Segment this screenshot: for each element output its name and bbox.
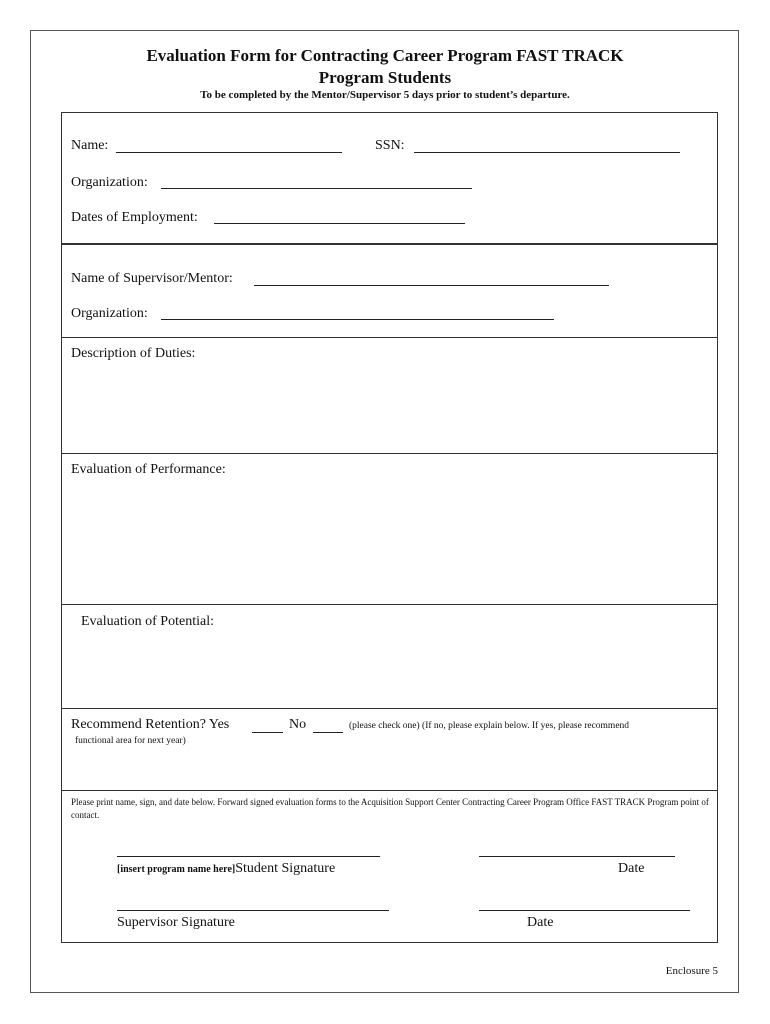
potential-label: Evaluation of Potential: (81, 614, 214, 629)
student-signature-line[interactable] (117, 856, 380, 857)
supervisor-date-line[interactable] (479, 910, 690, 911)
student-signature-caption (117, 861, 335, 877)
supervisor-signature-label: Supervisor Signature (117, 915, 235, 930)
dates-of-employment-label: Dates of Employment: (71, 210, 198, 225)
supervisor-section (61, 243, 718, 338)
performance-label: Evaluation of Performance: (71, 462, 226, 477)
signature-section (61, 790, 718, 943)
retention-note: (please check one) (If no, please explain below. If yes, please recommend (349, 721, 630, 731)
supervisor-name-field[interactable] (254, 285, 609, 286)
enclosure-label: Enclosure 5 (665, 965, 718, 977)
retention-no-field[interactable] (313, 732, 343, 733)
student-date-line[interactable] (479, 856, 675, 857)
retention-yes-field[interactable] (252, 732, 283, 733)
student-info-section (61, 112, 718, 244)
retention-section (61, 708, 718, 791)
retention-no-label: No (289, 717, 307, 732)
name-field[interactable] (116, 152, 342, 153)
ssn-label: SSN: (375, 138, 405, 153)
retention-question: Recommend Retention? Yes (71, 717, 230, 732)
supervisor-date-label: Date (527, 915, 554, 930)
student-date-label: Date (618, 861, 645, 876)
form-title-line1: Evaluation Form for Contracting Career Program FAST TRACK (146, 46, 624, 65)
dates-of-employment-field[interactable] (214, 223, 465, 224)
duties-label: Description of Duties: (71, 346, 196, 361)
program-name-placeholder: [insert program name here] (117, 864, 236, 875)
supervisor-organization-label: Organization: (71, 306, 148, 321)
form-title-line2: Program Students (318, 68, 452, 87)
organization-label: Organization: (71, 175, 148, 190)
student-signature-label: Student Signature (235, 861, 336, 876)
organization-field[interactable] (161, 188, 472, 189)
form-subtitle: To be completed by the Mentor/Supervisor 5 days prior to student’s departure. (200, 89, 570, 101)
duties-section[interactable] (61, 337, 718, 454)
supervisor-signature-line[interactable] (117, 910, 389, 911)
ssn-field[interactable] (414, 152, 680, 153)
performance-section[interactable] (61, 453, 718, 605)
signature-instructions: Please print name, sign, and date below. Forward signed evaluation forms to the Acquisition Support Center Contracting Career Program Office FAST TRACK Program point of contact. (71, 797, 709, 820)
supervisor-organization-field[interactable] (161, 319, 554, 320)
potential-section[interactable] (61, 604, 718, 709)
name-label: Name: (71, 138, 109, 153)
supervisor-name-label: Name of Supervisor/Mentor: (71, 271, 233, 286)
retention-note-continued: functional area for next year) (75, 736, 186, 746)
